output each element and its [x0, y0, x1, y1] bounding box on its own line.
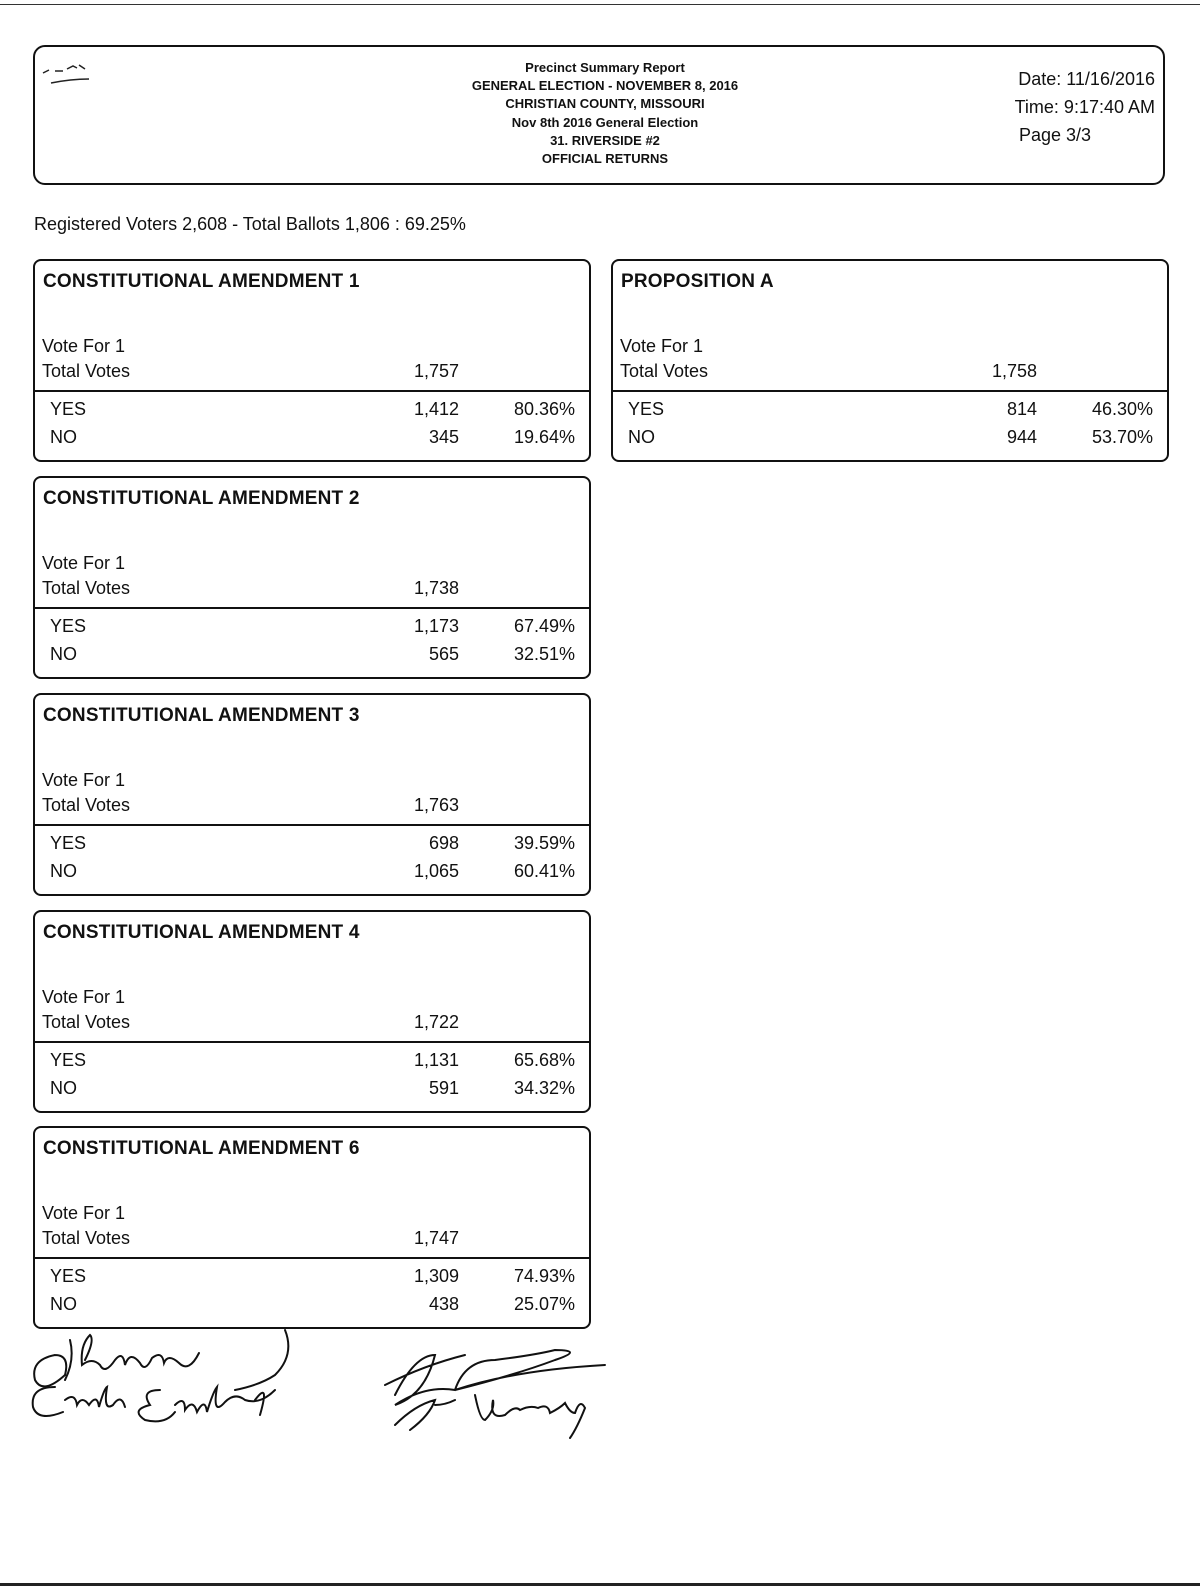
total-votes-label: Total Votes [42, 361, 131, 381]
contest-amendment-1 [33, 259, 591, 462]
choice-label: YES [50, 1266, 87, 1286]
choice-percent: 25.07% [513, 1294, 575, 1314]
choice-row-yes [35, 833, 589, 857]
total-votes-value: 1,758 [991, 361, 1037, 381]
choice-label: YES [50, 399, 87, 419]
divider [35, 1041, 589, 1043]
choice-label: NO [50, 1078, 77, 1098]
signature-essick [33, 1387, 275, 1421]
divider [35, 1257, 589, 1259]
choice-percent: 53.70% [1091, 427, 1153, 447]
choice-row-no [35, 427, 589, 451]
divider [35, 607, 589, 609]
choice-percent: 74.93% [513, 1266, 575, 1286]
divider [613, 390, 1167, 392]
report-title-block [335, 59, 875, 168]
total-votes-label: Total Votes [42, 1228, 131, 1248]
total-votes-value: 1,757 [413, 361, 459, 381]
contest-proposition-a [611, 259, 1169, 462]
contest-amendment-4 [33, 910, 591, 1113]
choice-label: YES [50, 1050, 87, 1070]
contest-title: CONSTITUTIONAL AMENDMENT 6 [43, 1138, 360, 1159]
report-meta [955, 65, 1155, 149]
signature-graham [34, 1330, 288, 1390]
total-votes-label: Total Votes [42, 795, 131, 815]
contest-title: PROPOSITION A [621, 271, 774, 292]
choice-percent: 39.59% [513, 833, 575, 853]
vote-for-label: Vote For 1 [42, 770, 126, 790]
total-votes-label: Total Votes [42, 578, 131, 598]
contest-title: CONSTITUTIONAL AMENDMENT 2 [43, 488, 360, 509]
choice-votes: 1,309 [413, 1266, 459, 1286]
choice-votes: 1,412 [413, 399, 459, 419]
choice-label: YES [50, 616, 87, 636]
election-subtitle: Nov 8th 2016 General Election [511, 114, 699, 130]
choice-row-yes [35, 1266, 589, 1290]
choice-votes: 944 [1006, 427, 1037, 447]
choice-percent: 19.64% [513, 427, 575, 447]
total-votes-label: Total Votes [620, 361, 709, 381]
stamp-scribble [41, 55, 121, 95]
total-votes-value: 1,722 [413, 1012, 459, 1032]
vote-for-label: Vote For 1 [42, 1203, 126, 1223]
choice-label: NO [628, 427, 655, 447]
choice-votes: 1,065 [413, 861, 459, 881]
choice-row-yes [35, 399, 589, 423]
page-number: Page 3/3 [1018, 125, 1092, 145]
choice-label: NO [50, 861, 77, 881]
total-votes-value: 1,763 [413, 795, 459, 815]
report-time: Time: 9:17:40 AM [1014, 97, 1155, 117]
returns-type: OFFICIAL RETURNS [541, 151, 669, 167]
vote-for-label: Vote For 1 [42, 987, 126, 1007]
choice-votes: 565 [428, 644, 459, 664]
choice-row-yes [613, 399, 1167, 423]
divider [35, 824, 589, 826]
choice-row-no [613, 427, 1167, 451]
choice-votes: 1,173 [413, 616, 459, 636]
election-name: GENERAL ELECTION - NOVEMBER 8, 2016 [471, 78, 739, 94]
bottom-rule [0, 1583, 1200, 1586]
report-date: Date: 11/16/2016 [1018, 69, 1155, 89]
choice-row-yes [35, 616, 589, 640]
choice-label: NO [50, 644, 77, 664]
total-votes-value: 1,747 [413, 1228, 459, 1248]
contest-amendment-2 [33, 476, 591, 679]
choice-row-yes [35, 1050, 589, 1074]
choice-percent: 65.68% [513, 1050, 575, 1070]
vote-for-label: Vote For 1 [42, 553, 126, 573]
choice-label: YES [50, 833, 87, 853]
contest-title: CONSTITUTIONAL AMENDMENT 1 [43, 271, 360, 292]
contest-amendment-3 [33, 693, 591, 896]
choice-percent: 34.32% [513, 1078, 575, 1098]
vote-for-label: Vote For 1 [42, 336, 126, 356]
county-name: CHRISTIAN COUNTY, MISSOURI [505, 96, 705, 112]
choice-label: NO [50, 427, 77, 447]
choice-row-no [35, 861, 589, 885]
total-votes-label: Total Votes [42, 1012, 131, 1032]
signature-russell [385, 1350, 605, 1438]
contest-title: CONSTITUTIONAL AMENDMENT 3 [43, 705, 360, 726]
contest-title: CONSTITUTIONAL AMENDMENT 4 [43, 922, 360, 943]
choice-percent: 67.49% [513, 616, 575, 636]
choice-percent: 80.36% [513, 399, 575, 419]
choice-row-no [35, 1078, 589, 1102]
report-header [33, 45, 1165, 185]
choice-percent: 32.51% [513, 644, 575, 664]
choice-votes: 1,131 [413, 1050, 459, 1070]
choice-votes: 698 [428, 833, 459, 853]
vote-for-label: Vote For 1 [620, 336, 704, 356]
contest-amendment-6 [33, 1126, 591, 1329]
divider [35, 390, 589, 392]
top-rule [0, 4, 1200, 5]
choice-row-no [35, 644, 589, 668]
choice-percent: 46.30% [1091, 399, 1153, 419]
total-votes-value: 1,738 [413, 578, 459, 598]
choice-row-no [35, 1294, 589, 1318]
choice-votes: 591 [428, 1078, 459, 1098]
precinct-name: 31. RIVERSIDE #2 [550, 132, 660, 148]
turnout-summary: Registered Voters 2,608 - Total Ballots 1,806 : 69.25% [34, 214, 466, 234]
choice-votes: 345 [428, 427, 459, 447]
report-title: Precinct Summary Report [525, 60, 685, 75]
choice-percent: 60.41% [513, 861, 575, 881]
signatures-image [15, 1325, 635, 1445]
choice-label: YES [628, 399, 665, 419]
choice-votes: 438 [428, 1294, 459, 1314]
choice-votes: 814 [1006, 399, 1037, 419]
choice-label: NO [50, 1294, 77, 1314]
